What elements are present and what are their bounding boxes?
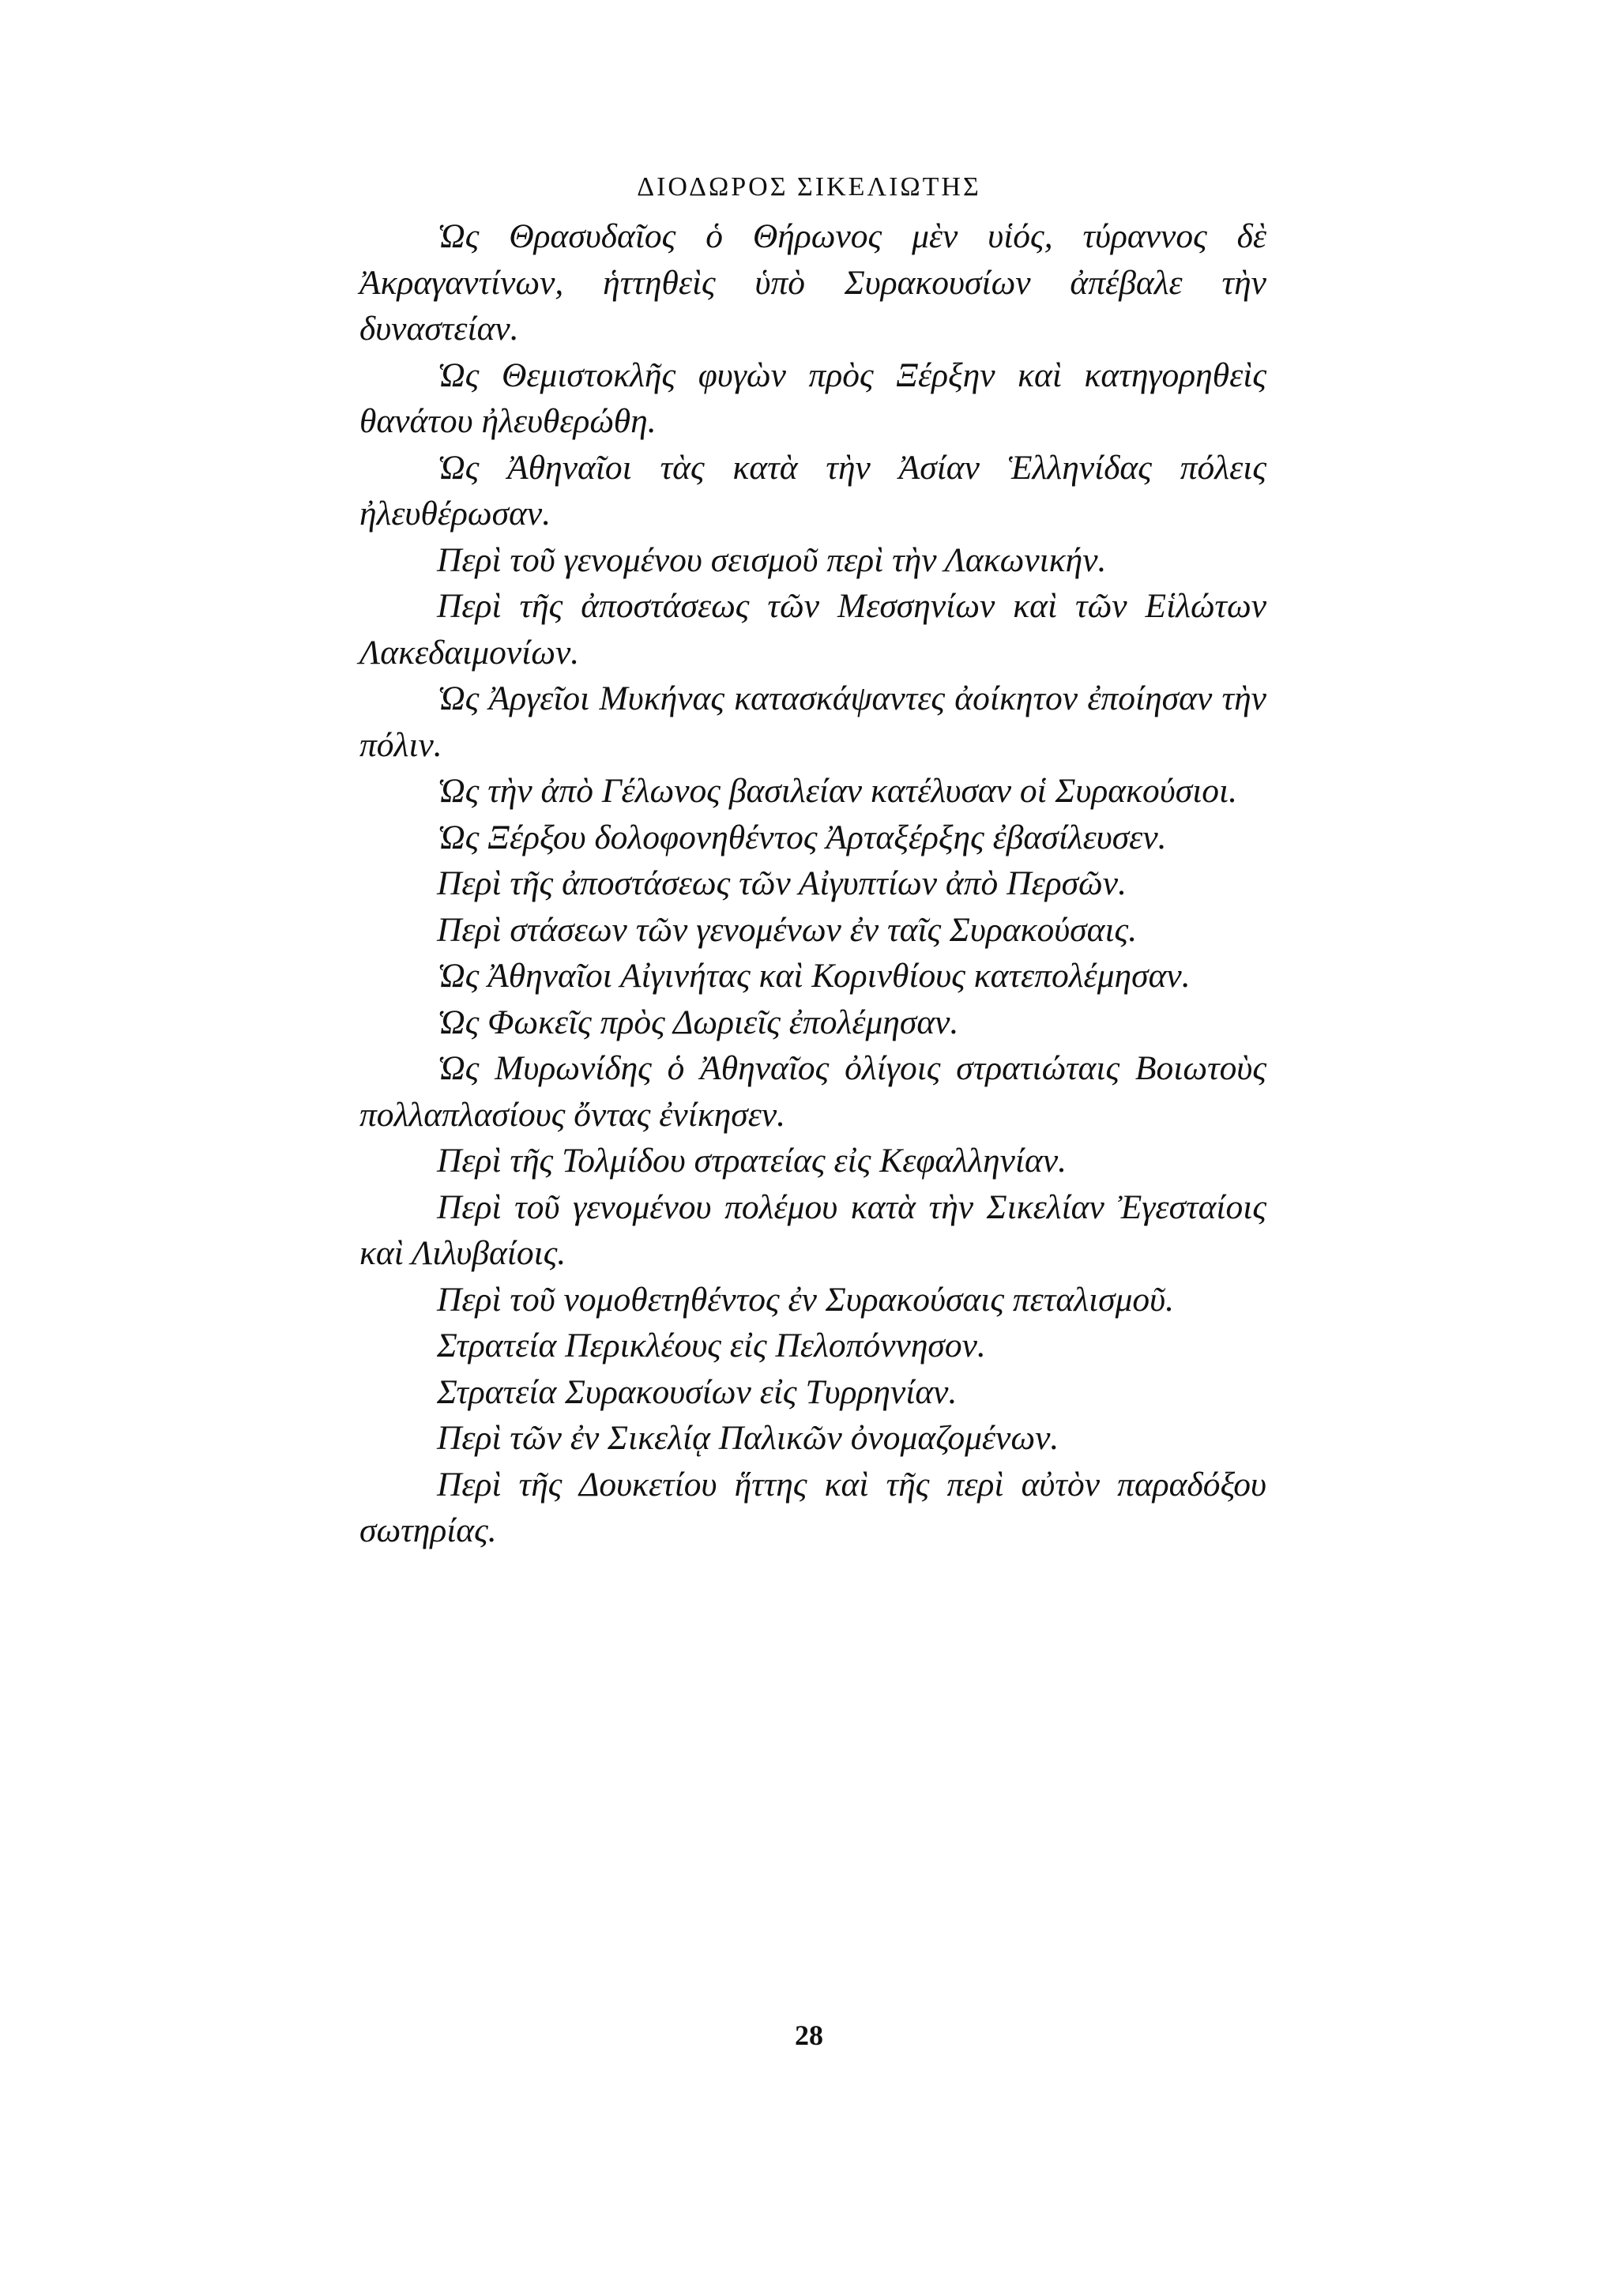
summary-entry: Ὡς Θρασυδαῖος ὁ Θήρωνος μὲν υἱός, τύραννος δὲ Ἀκραγαντίνων, ἡττηθεὶς ὑπὸ Συρακουσίων ἀπέβαλε τὴν δυναστείαν. (359, 217, 1266, 348)
summary-entry: Περὶ τοῦ γενομένου πολέμου κατὰ τὴν Σικελίαν Ἐγεσταίοις καὶ Λιλυβαίοις. (359, 1188, 1266, 1272)
running-head: ΔΙΟΔΩΡΟΣ ΣΙΚΕΛΙΩΤΗΣ (637, 172, 981, 201)
summary-entry: Στρατεία Συρακουσίων εἰς Τυρρηνίαν. (437, 1372, 958, 1411)
summary-entry: Περὶ τῆς Δουκετίου ἥττης καὶ τῆς περὶ αὐτὸν παραδόξου σωτηρίας. (359, 1465, 1266, 1549)
summary-entry: Ὡς τὴν ἀπὸ Γέλωνος βασιλείαν κατέλυσαν οἱ Συρακούσιοι. (437, 772, 1237, 810)
summary-entry: Περὶ τοῦ γενομένου σεισμοῦ περὶ τὴν Λακωνικήν. (437, 540, 1107, 579)
summary-entry: Περὶ τῆς Τολμίδου στρατείας εἰς Κεφαλληνίαν. (437, 1142, 1067, 1180)
summary-entry: Στρατεία Περικλέους εἰς Πελοπόννησον. (437, 1327, 986, 1364)
summary-list (359, 213, 1266, 1554)
summary-entry: Περὶ στάσεων τῶν γενομένων ἐν ταῖς Συρακούσαις. (437, 910, 1138, 949)
summary-entry: Ὡς Ἀθηναῖοι Αἰγινήτας καὶ Κορινθίους κατεπολέμησαν. (437, 957, 1191, 995)
summary-entry: Περὶ τοῦ νομοθετηθέντος ἐν Συρακούσαις πεταλισμοῦ. (437, 1280, 1174, 1319)
summary-entry: Ὡς Ἀθηναῖοι τὰς κατὰ τὴν Ἀσίαν Ἑλληνίδας πόλεις ἠλευθέρωσαν. (359, 448, 1266, 533)
summary-entry: Ὡς Ξέρξου δολοφονηθέντος Ἀρταξέρξης ἐβασίλευσεν. (437, 818, 1167, 856)
summary-entry: Ὡς Φωκεῖς πρὸς Δωριεῖς ἐπολέμησαν. (437, 1003, 959, 1041)
summary-entry: Περὶ τῶν ἐν Σικελίᾳ Παλικῶν ὀνομαζομένων. (437, 1419, 1059, 1457)
summary-entry: Ὡς Μυρωνίδης ὁ Ἀθηναῖος ὀλίγοις στρατιώταις Βοιωτοὺς πολλαπλασίους ὄντας ἐνίκησεν. (359, 1049, 1266, 1134)
summary-entry: Περὶ τῆς ἀποστάσεως τῶν Αἰγυπτίων ἀπὸ Περσῶν. (437, 864, 1127, 902)
page-number: 28 (795, 2019, 823, 2051)
summary-entry: Ὡς Ἀργεῖοι Μυκήνας κατασκάψαντες ἀοίκητον ἐποίησαν τὴν πόλιν. (359, 679, 1266, 764)
summary-entry: Περὶ τῆς ἀποστάσεως τῶν Μεσσηνίων καὶ τῶν Εἱλώτων Λακεδαιμονίων. (359, 587, 1266, 672)
summary-entry: Ὡς Θεμιστοκλῆς φυγὼν πρὸς Ξέρξην καὶ κατηγορηθεὶς θανάτου ἠλευθερώθη. (359, 356, 1266, 440)
